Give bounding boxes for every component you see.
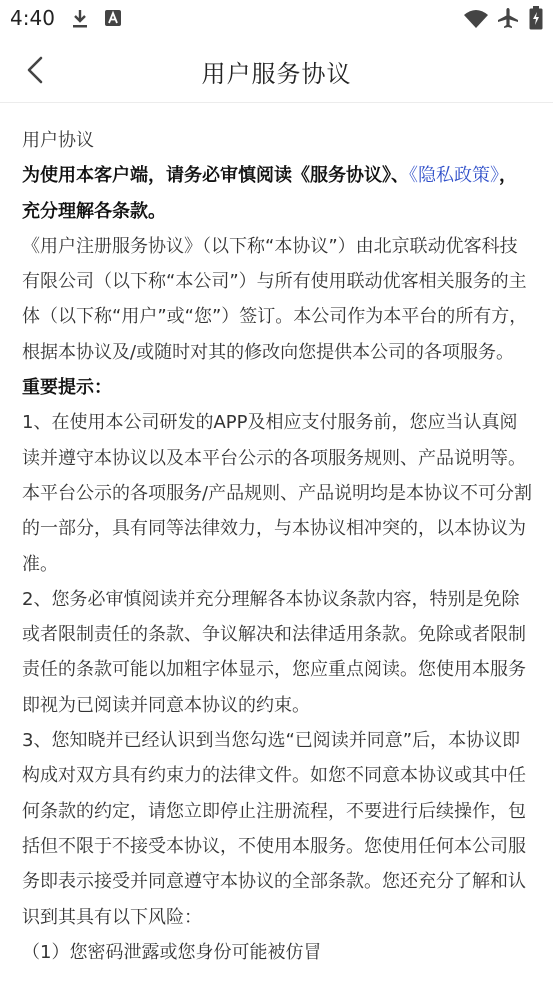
- wifi-icon: [463, 9, 489, 29]
- status-bar: [0, 0, 553, 36]
- notice-prefix: 为使用本客户端，请务必审慎阅读《服务协议》、: [22, 165, 409, 187]
- airplane-icon: [496, 6, 520, 30]
- status-time: 4:40: [10, 6, 55, 30]
- download-icon: [70, 8, 90, 30]
- page-title: 用户服务协议: [201, 60, 352, 88]
- notice-suffix: ，充分理解各条款。: [22, 165, 517, 222]
- battery-icon: [529, 6, 543, 30]
- privacy-policy-link[interactable]: 《隐私政策》: [409, 165, 499, 187]
- font-a-icon: [104, 9, 122, 27]
- agreement-heading: 用户协议: [22, 130, 94, 151]
- clause-paragraph: 1、在使用本公司研发的APP及相应支付服务前，您应当认真阅读并遵守本协议以及本平台公示的各项服务规则、产品说明等。本平台公示的各项服务/产品规则、产品说明均是本协议不可分割的一部分，具有同等法律效力，与本协议相冲突的，以本协议为准。: [22, 412, 533, 575]
- intro-paragraph: 《用户注册服务协议》（以下称“本协议”）由北京联动优客科技有限公司（以下称“本公司”）与所有使用联动优客相关服务的主体（以下称“用户”或“您”）签订。本公司作为本平台的所有方，根据本协议及/或随时对其的修改向您提供本公司的各项服务。: [22, 235, 528, 363]
- clause-sub-item: （1）您密码泄露或您身份可能被仿冒: [22, 941, 322, 963]
- clause-paragraph: 3、您知晓并已经认识到当您勾选“已阅读并同意”后，本协议即构成对双方具有约束力的法律文件。如您不同意本协议或其中任何条款的约定，请您立即停止注册流程，不要进行后续操作，包括但不限于不接受本协议，不使用本服务。您使用任何本公司服务即表示接受并同意遵守本协议的全部条款。您还充分了解和认识到其具有以下风险：: [22, 730, 526, 928]
- app-bar: [0, 36, 553, 103]
- read-notice: [22, 158, 534, 229]
- agreement-content: [22, 123, 534, 970]
- important-heading: 重要提示：: [22, 377, 112, 399]
- clause-paragraph: 2、您务必审慎阅读并充分理解各本协议条款内容，特别是免除或者限制责任的条款、争议解决和法律适用条款。免除或者限制责任的条款可能以加粗字体显示，您应重点阅读。您使用本服务即视为已阅读并同意本协议的约束。: [22, 588, 526, 716]
